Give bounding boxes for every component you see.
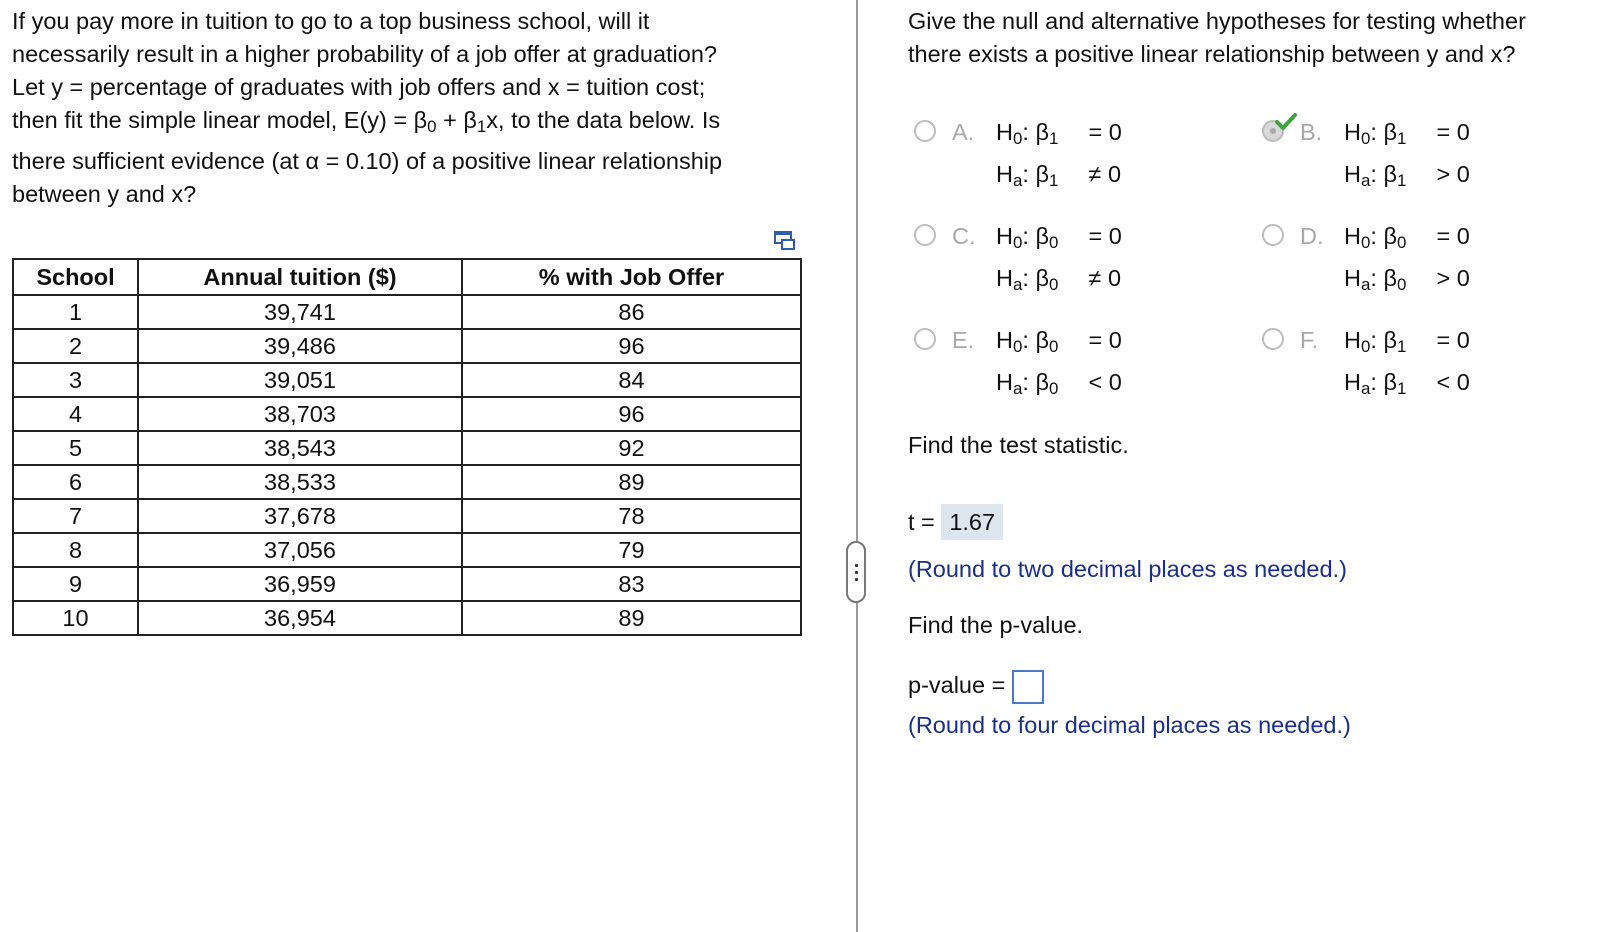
alternative-hypothesis	[996, 160, 1122, 191]
subscript: 1	[1396, 379, 1407, 399]
model-text: then fit the simple linear model, E(y) = β	[12, 107, 428, 133]
h-symbol: H	[996, 265, 1013, 291]
alternative-hypothesis	[996, 264, 1122, 295]
option-e[interactable]	[914, 326, 1234, 399]
option-d[interactable]	[1262, 222, 1582, 295]
option-f[interactable]	[1262, 326, 1582, 399]
subscript: a	[1012, 379, 1023, 399]
subscript: 0	[1012, 337, 1023, 357]
table-row	[13, 567, 801, 601]
hypothesis-label	[1344, 222, 1430, 253]
table-cell: 8	[13, 533, 138, 567]
h-symbol: H	[1344, 265, 1361, 291]
h-symbol: H	[996, 369, 1013, 395]
table-cell: 83	[462, 567, 801, 601]
table-row	[13, 465, 801, 499]
question-panel	[12, 5, 812, 211]
h-symbol: H	[1344, 119, 1361, 145]
prompt-line: Give the null and alternative hypotheses for testing whether	[908, 8, 1526, 34]
table-cell: 38,533	[138, 465, 462, 499]
subscript: 0	[1012, 129, 1023, 149]
beta-symbol: : β	[1022, 369, 1049, 395]
beta-symbol: : β	[1370, 223, 1397, 249]
subscript: 0	[1048, 275, 1059, 295]
hypothesis-label	[996, 118, 1082, 149]
option-letter: C.	[952, 223, 976, 249]
hypotheses	[996, 118, 1122, 191]
h-symbol: H	[1344, 327, 1361, 353]
option-letter: A.	[952, 119, 975, 145]
table-cell: 9	[13, 567, 138, 601]
h-symbol: H	[996, 161, 1013, 187]
prompt-line: there exists a positive linear relationship between y and x?	[908, 41, 1516, 67]
subscript: 1	[1396, 337, 1407, 357]
hypothesis-value: ≠ 0	[1082, 265, 1122, 291]
question-line: If you pay more in tuition to go to a top business school, will it	[12, 8, 650, 34]
null-hypothesis	[996, 222, 1122, 253]
answer-panel	[908, 5, 1608, 71]
table-cell: 36,959	[138, 567, 462, 601]
hypothesis-value: = 0	[1430, 223, 1470, 249]
table-cell: 92	[462, 431, 801, 465]
table-cell: 96	[462, 329, 801, 363]
table-cell: 89	[462, 601, 801, 635]
subscript: 0	[1360, 337, 1371, 357]
table-header-row	[13, 259, 801, 295]
null-hypothesis	[1344, 222, 1470, 253]
subscript: a	[1360, 275, 1371, 295]
table-cell: 37,678	[138, 499, 462, 533]
alternative-hypothesis	[1344, 160, 1470, 191]
alternative-hypothesis	[1344, 264, 1470, 295]
copy-table-icon[interactable]	[773, 228, 797, 252]
subscript: 0	[1048, 337, 1059, 357]
radio-button[interactable]	[914, 328, 936, 350]
model-text: + β	[436, 107, 477, 133]
hypothesis-label	[1344, 118, 1430, 149]
beta-symbol: : β	[1370, 327, 1397, 353]
hypotheses	[996, 222, 1122, 295]
column-header: School	[13, 259, 138, 295]
hypothesis-label	[996, 222, 1082, 253]
hypothesis-label	[996, 368, 1082, 399]
hypothesis-value: = 0	[1082, 223, 1122, 249]
hypothesis-label	[996, 160, 1082, 191]
option-c[interactable]	[914, 222, 1234, 295]
table-row	[13, 397, 801, 431]
null-hypothesis	[1344, 118, 1470, 149]
alternative-hypothesis	[996, 368, 1122, 399]
table-cell: 4	[13, 397, 138, 431]
option-letter: F.	[1300, 327, 1319, 353]
t-label: t =	[908, 509, 942, 535]
table-row	[13, 499, 801, 533]
table-cell: 39,051	[138, 363, 462, 397]
subscript: 0	[1360, 233, 1371, 253]
radio-button[interactable]	[1262, 328, 1284, 350]
subscript: a	[1012, 275, 1023, 295]
t-value-answer[interactable]: 1.67	[941, 504, 1003, 540]
subscript: a	[1360, 171, 1371, 191]
table-cell: 84	[462, 363, 801, 397]
hypothesis-value: = 0	[1082, 119, 1122, 145]
h-symbol: H	[1344, 369, 1361, 395]
option-letter: D.	[1300, 223, 1324, 249]
hypothesis-label	[1344, 368, 1430, 399]
subscript: 0	[1360, 129, 1371, 149]
find-p-value-label: Find the p-value.	[908, 612, 1084, 638]
hypotheses	[1344, 326, 1470, 399]
table-row	[13, 533, 801, 567]
handle-dot	[855, 571, 858, 574]
beta-symbol: : β	[1370, 119, 1397, 145]
question-line: there sufficient evidence (at α = 0.10) of a positive linear relationship	[12, 148, 723, 174]
hypothesis-label	[1344, 264, 1430, 295]
null-hypothesis	[1344, 326, 1470, 357]
table-cell: 6	[13, 465, 138, 499]
round-four-hint: (Round to four decimal places as needed.)	[908, 712, 1351, 738]
table-cell: 2	[13, 329, 138, 363]
hypothesis-label	[1344, 160, 1430, 191]
alternative-hypothesis	[1344, 368, 1470, 399]
h-symbol: H	[1344, 223, 1361, 249]
table-row	[13, 363, 801, 397]
table-cell: 39,486	[138, 329, 462, 363]
table-cell: 1	[13, 295, 138, 329]
radio-button[interactable]	[914, 120, 936, 142]
subscript: a	[1012, 171, 1023, 191]
beta-symbol: : β	[1370, 265, 1397, 291]
beta-symbol: : β	[1022, 119, 1049, 145]
option-a[interactable]	[914, 118, 1234, 191]
subscript: 0	[1396, 275, 1407, 295]
p-value-row	[908, 670, 1044, 704]
subscript: 1	[1048, 129, 1059, 149]
null-hypothesis	[996, 118, 1122, 149]
h-symbol: H	[996, 223, 1013, 249]
radio-button[interactable]	[914, 224, 936, 246]
table-cell: 5	[13, 431, 138, 465]
beta-symbol: : β	[1370, 161, 1397, 187]
hypothesis-value: = 0	[1082, 327, 1122, 353]
hypotheses-prompt	[908, 5, 1608, 71]
table-cell: 38,703	[138, 397, 462, 431]
handle-dot	[855, 564, 858, 567]
table-cell: 37,056	[138, 533, 462, 567]
hypothesis-value: = 0	[1430, 327, 1470, 353]
table-cell: 79	[462, 533, 801, 567]
table-cell: 39,741	[138, 295, 462, 329]
checkmark-icon	[1274, 112, 1298, 132]
hypothesis-value: > 0	[1430, 161, 1470, 187]
h-symbol: H	[996, 119, 1013, 145]
test-statistic-row	[908, 504, 1003, 540]
hypothesis-label	[1344, 326, 1430, 357]
subscript: 1	[476, 117, 487, 137]
table-cell: 36,954	[138, 601, 462, 635]
h-symbol: H	[1344, 161, 1361, 187]
question-text	[12, 5, 812, 211]
p-value-label: p-value =	[908, 672, 1012, 699]
beta-symbol: : β	[1022, 265, 1049, 291]
hypothesis-value: < 0	[1430, 369, 1470, 395]
table-cell: 7	[13, 499, 138, 533]
beta-symbol: : β	[1022, 161, 1049, 187]
question-line: between y and x?	[12, 181, 197, 207]
table-cell: 78	[462, 499, 801, 533]
beta-symbol: : β	[1022, 327, 1049, 353]
null-hypothesis	[996, 326, 1122, 357]
hypotheses	[1344, 118, 1470, 191]
subscript: 0	[1048, 379, 1059, 399]
hypothesis-label	[996, 326, 1082, 357]
table-cell: 89	[462, 465, 801, 499]
subscript: 0	[1012, 233, 1023, 253]
column-header: % with Job Offer	[462, 259, 801, 295]
table-cell: 3	[13, 363, 138, 397]
model-text: x, to the data below. Is	[486, 107, 721, 133]
subscript: 0	[1396, 233, 1407, 253]
option-letter: B.	[1300, 119, 1323, 145]
find-test-statistic-label: Find the test statistic.	[908, 432, 1129, 458]
beta-symbol: : β	[1022, 223, 1049, 249]
subscript: a	[1360, 379, 1371, 399]
table-row	[13, 431, 801, 465]
h-symbol: H	[996, 327, 1013, 353]
table-cell: 38,543	[138, 431, 462, 465]
question-line: necessarily result in a higher probability of a job offer at graduation?	[12, 41, 717, 67]
column-header: Annual tuition ($)	[138, 259, 462, 295]
subscript: 1	[1048, 171, 1059, 191]
table-row	[13, 601, 801, 635]
option-b[interactable]	[1262, 118, 1582, 191]
subscript: 0	[427, 117, 437, 137]
hypothesis-value: = 0	[1430, 119, 1470, 145]
option-letter: E.	[952, 327, 975, 353]
p-value-input[interactable]	[1012, 670, 1044, 704]
round-two-hint: (Round to two decimal places as needed.)	[908, 556, 1347, 582]
hypothesis-value: < 0	[1082, 369, 1122, 395]
table-cell: 96	[462, 397, 801, 431]
radio-button[interactable]	[1262, 224, 1284, 246]
table-cell: 86	[462, 295, 801, 329]
handle-dot	[855, 578, 858, 581]
hypothesis-value: ≠ 0	[1082, 161, 1122, 187]
table-cell: 10	[13, 601, 138, 635]
hypotheses	[996, 326, 1122, 399]
panel-divider	[856, 0, 858, 932]
subscript: 1	[1396, 171, 1407, 191]
panel-resize-handle[interactable]	[846, 541, 866, 603]
table-row	[13, 295, 801, 329]
subscript: 1	[1396, 129, 1407, 149]
question-line: Let y = percentage of graduates with job offers and x = tuition cost;	[12, 74, 706, 100]
hypothesis-value: > 0	[1430, 265, 1470, 291]
hypothesis-label	[996, 264, 1082, 295]
table-row	[13, 329, 801, 363]
beta-symbol: : β	[1370, 369, 1397, 395]
question-line	[12, 107, 721, 137]
data-table	[12, 258, 802, 636]
hypotheses	[1344, 222, 1470, 295]
subscript: 0	[1048, 233, 1059, 253]
